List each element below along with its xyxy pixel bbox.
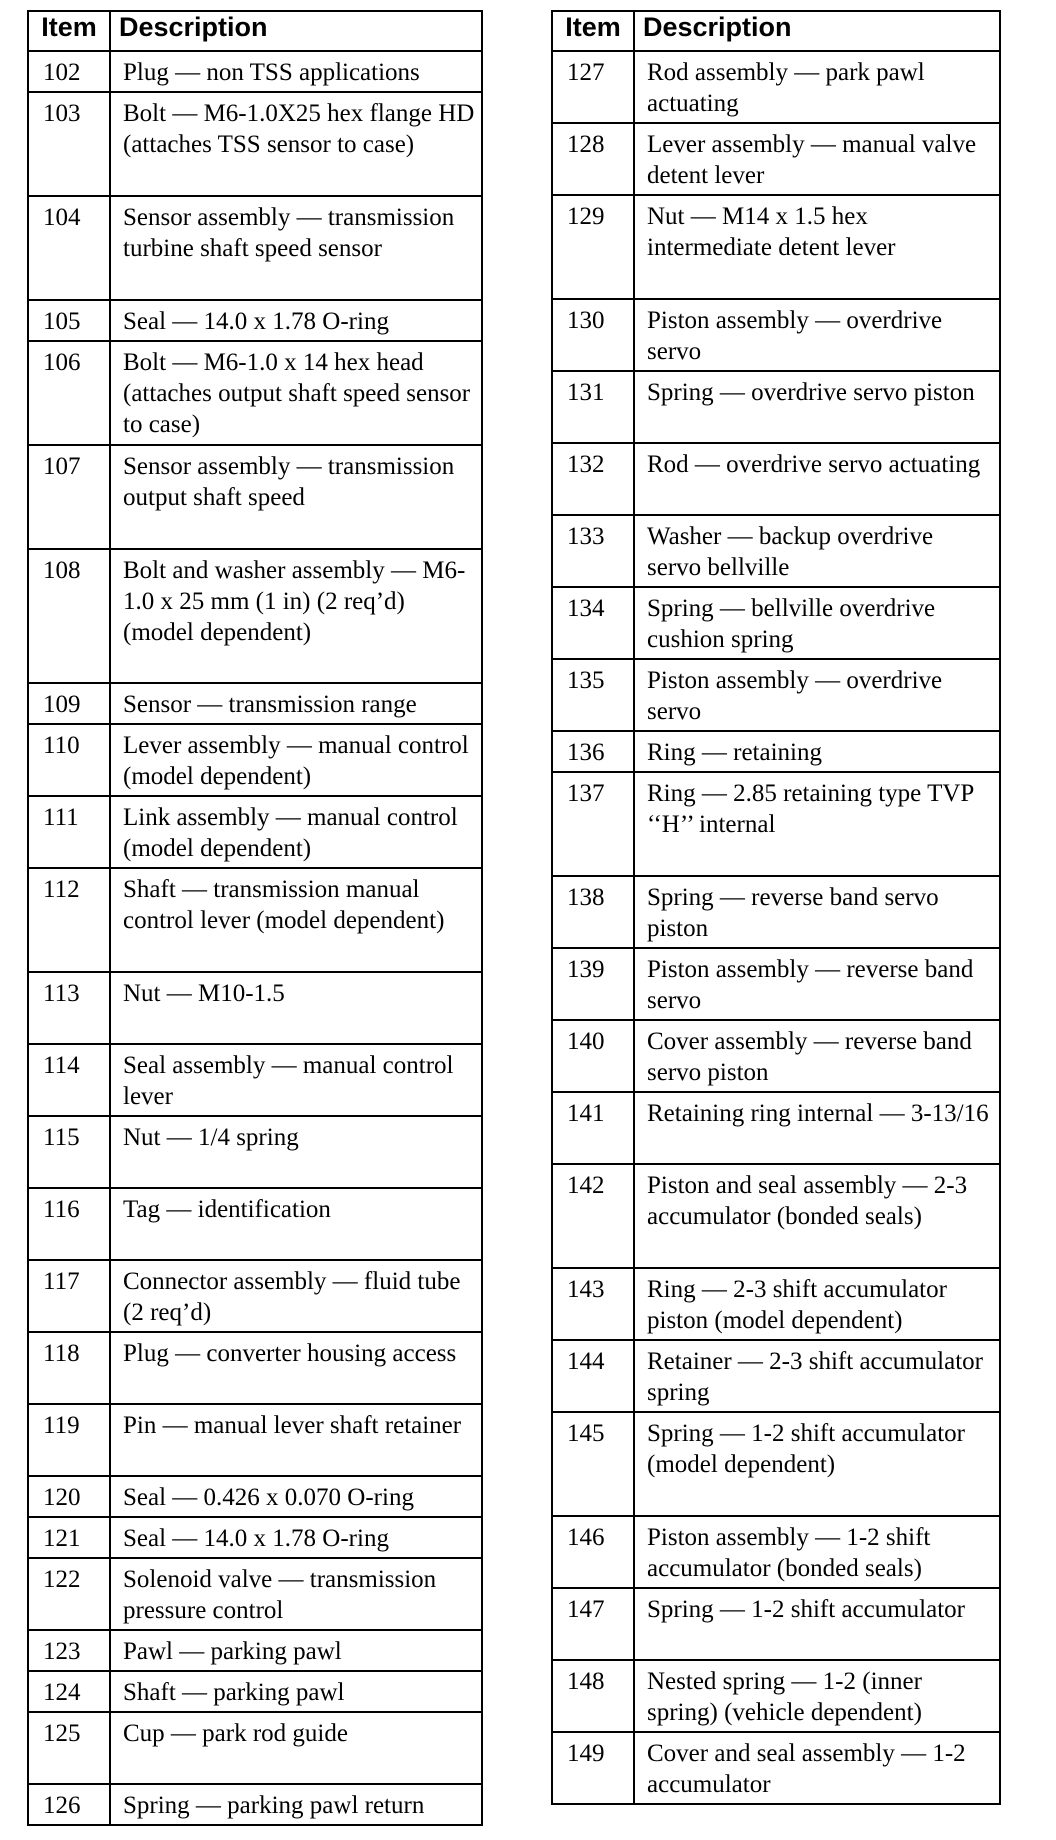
item-description: Cup — park rod guide bbox=[110, 1712, 482, 1784]
item-number: 116 bbox=[28, 1188, 110, 1260]
item-number: 110 bbox=[28, 724, 110, 796]
table-row bbox=[28, 300, 482, 341]
item-description: Spring — reverse band servo piston bbox=[634, 876, 1000, 948]
item-number: 105 bbox=[28, 300, 110, 341]
table-row bbox=[552, 51, 1000, 123]
table-row bbox=[552, 1412, 1000, 1516]
item-description: Shaft — parking pawl bbox=[110, 1671, 482, 1712]
table-row bbox=[28, 1671, 482, 1712]
table-row bbox=[552, 731, 1000, 772]
item-number: 141 bbox=[552, 1092, 634, 1164]
table-row bbox=[28, 92, 482, 196]
table-row bbox=[552, 1588, 1000, 1660]
table-row bbox=[28, 1630, 482, 1671]
item-number: 104 bbox=[28, 196, 110, 300]
parts-table-left-body bbox=[28, 51, 482, 1825]
table-row bbox=[28, 1784, 482, 1825]
item-description: Tag — identification bbox=[110, 1188, 482, 1260]
item-number: 128 bbox=[552, 123, 634, 195]
item-description: Bolt and washer assembly — M6-1.0 x 25 mm (1 in) (2 req’d) (model dependent) bbox=[110, 549, 482, 683]
table-row bbox=[28, 796, 482, 868]
table-row bbox=[28, 1517, 482, 1558]
item-number: 103 bbox=[28, 92, 110, 196]
item-number: 138 bbox=[552, 876, 634, 948]
item-description: Spring — 1-2 shift accumulator bbox=[634, 1588, 1000, 1660]
table-row bbox=[552, 1516, 1000, 1588]
item-number: 111 bbox=[28, 796, 110, 868]
item-description: Washer — backup overdrive servo bellville bbox=[634, 515, 1000, 587]
table-row bbox=[552, 123, 1000, 195]
item-number: 136 bbox=[552, 731, 634, 772]
item-description: Pawl — parking pawl bbox=[110, 1630, 482, 1671]
item-description: Pin — manual lever shaft retainer bbox=[110, 1404, 482, 1476]
item-description: Ring — 2.85 retaining type TVP ‘‘H’’ internal bbox=[634, 772, 1000, 876]
item-description: Cover assembly — reverse band servo piston bbox=[634, 1020, 1000, 1092]
item-description: Spring — bellville overdrive cushion spring bbox=[634, 587, 1000, 659]
table-row bbox=[552, 1340, 1000, 1412]
table-row bbox=[552, 371, 1000, 443]
table-row bbox=[28, 1116, 482, 1188]
table-row bbox=[28, 196, 482, 300]
table-row bbox=[28, 1476, 482, 1517]
description-column-header: Description bbox=[110, 11, 482, 51]
item-description: Piston assembly — overdrive servo bbox=[634, 659, 1000, 731]
table-row bbox=[552, 1164, 1000, 1268]
item-number: 148 bbox=[552, 1660, 634, 1732]
item-number: 127 bbox=[552, 51, 634, 123]
table-row bbox=[552, 1268, 1000, 1340]
header-row bbox=[552, 11, 1000, 51]
item-number: 142 bbox=[552, 1164, 634, 1268]
item-description: Shaft — transmission manual control lever (model dependent) bbox=[110, 868, 482, 972]
item-description: Seal assembly — manual control lever bbox=[110, 1044, 482, 1116]
item-description: Bolt — M6-1.0 x 14 hex head (attaches output shaft speed sensor to case) bbox=[110, 341, 482, 445]
table-row bbox=[28, 341, 482, 445]
item-number: 124 bbox=[28, 1671, 110, 1712]
table-row bbox=[28, 972, 482, 1044]
item-description: Sensor — transmission range bbox=[110, 683, 482, 724]
item-description: Seal — 14.0 x 1.78 O-ring bbox=[110, 300, 482, 341]
item-number: 123 bbox=[28, 1630, 110, 1671]
item-number: 125 bbox=[28, 1712, 110, 1784]
description-column-header: Description bbox=[634, 11, 1000, 51]
item-number: 106 bbox=[28, 341, 110, 445]
table-row bbox=[28, 683, 482, 724]
item-number: 144 bbox=[552, 1340, 634, 1412]
header-row bbox=[28, 11, 482, 51]
table-row bbox=[28, 51, 482, 92]
table-row bbox=[28, 1558, 482, 1630]
item-number: 129 bbox=[552, 195, 634, 299]
item-description: Nested spring — 1-2 (inner spring) (vehicle dependent) bbox=[634, 1660, 1000, 1732]
item-number: 113 bbox=[28, 972, 110, 1044]
item-number: 117 bbox=[28, 1260, 110, 1332]
table-row bbox=[552, 1092, 1000, 1164]
item-description: Retainer — 2-3 shift accumulator spring bbox=[634, 1340, 1000, 1412]
item-number: 121 bbox=[28, 1517, 110, 1558]
table-row bbox=[28, 1712, 482, 1784]
table-row bbox=[552, 1020, 1000, 1092]
item-number: 132 bbox=[552, 443, 634, 515]
table-row bbox=[552, 948, 1000, 1020]
parts-table-right-body bbox=[552, 51, 1000, 1804]
item-description: Lever assembly — manual control (model dependent) bbox=[110, 724, 482, 796]
item-description: Piston assembly — 1-2 shift accumulator (bonded seals) bbox=[634, 1516, 1000, 1588]
item-description: Spring — overdrive servo piston bbox=[634, 371, 1000, 443]
item-description: Retaining ring internal — 3-13/16 bbox=[634, 1092, 1000, 1164]
item-description: Ring — 2-3 shift accumulator piston (model dependent) bbox=[634, 1268, 1000, 1340]
item-number: 131 bbox=[552, 371, 634, 443]
table-row bbox=[552, 659, 1000, 731]
table-row bbox=[28, 1404, 482, 1476]
item-number: 122 bbox=[28, 1558, 110, 1630]
item-number: 109 bbox=[28, 683, 110, 724]
parts-table-left bbox=[27, 10, 483, 1826]
item-description: Piston assembly — reverse band servo bbox=[634, 948, 1000, 1020]
item-description: Spring — 1-2 shift accumulator (model dependent) bbox=[634, 1412, 1000, 1516]
item-number: 115 bbox=[28, 1116, 110, 1188]
table-row bbox=[552, 515, 1000, 587]
item-number: 102 bbox=[28, 51, 110, 92]
item-number: 145 bbox=[552, 1412, 634, 1516]
item-description: Link assembly — manual control (model dependent) bbox=[110, 796, 482, 868]
item-number: 133 bbox=[552, 515, 634, 587]
item-number: 137 bbox=[552, 772, 634, 876]
item-description: Ring — retaining bbox=[634, 731, 1000, 772]
item-description: Nut — M10-1.5 bbox=[110, 972, 482, 1044]
item-description: Seal — 0.426 x 0.070 O-ring bbox=[110, 1476, 482, 1517]
table-row bbox=[552, 299, 1000, 371]
item-number: 140 bbox=[552, 1020, 634, 1092]
table-row bbox=[28, 445, 482, 549]
table-row bbox=[28, 1332, 482, 1404]
table-row bbox=[552, 195, 1000, 299]
item-description: Spring — parking pawl return bbox=[110, 1784, 482, 1825]
item-description: Lever assembly — manual valve detent lever bbox=[634, 123, 1000, 195]
table-row bbox=[552, 1732, 1000, 1804]
item-number: 149 bbox=[552, 1732, 634, 1804]
item-description: Sensor assembly — transmission output shaft speed bbox=[110, 445, 482, 549]
item-number: 107 bbox=[28, 445, 110, 549]
item-number: 143 bbox=[552, 1268, 634, 1340]
item-description: Seal — 14.0 x 1.78 O-ring bbox=[110, 1517, 482, 1558]
item-description: Piston and seal assembly — 2-3 accumulator (bonded seals) bbox=[634, 1164, 1000, 1268]
table-row bbox=[552, 1660, 1000, 1732]
item-number: 114 bbox=[28, 1044, 110, 1116]
item-column-header: Item bbox=[28, 11, 110, 51]
item-number: 108 bbox=[28, 549, 110, 683]
item-number: 120 bbox=[28, 1476, 110, 1517]
item-description: Plug — converter housing access bbox=[110, 1332, 482, 1404]
item-number: 130 bbox=[552, 299, 634, 371]
table-row bbox=[28, 1260, 482, 1332]
parts-table-right bbox=[551, 10, 1001, 1805]
item-description: Sensor assembly — transmission turbine shaft speed sensor bbox=[110, 196, 482, 300]
table-row bbox=[552, 876, 1000, 948]
item-column-header: Item bbox=[552, 11, 634, 51]
item-description: Rod assembly — park pawl actuating bbox=[634, 51, 1000, 123]
item-number: 139 bbox=[552, 948, 634, 1020]
item-description: Connector assembly — fluid tube (2 req’d) bbox=[110, 1260, 482, 1332]
item-description: Cover and seal assembly — 1-2 accumulator bbox=[634, 1732, 1000, 1804]
table-row bbox=[28, 1188, 482, 1260]
item-number: 126 bbox=[28, 1784, 110, 1825]
table-row bbox=[28, 868, 482, 972]
table-row bbox=[28, 724, 482, 796]
item-description: Nut — 1/4 spring bbox=[110, 1116, 482, 1188]
table-row bbox=[28, 549, 482, 683]
table-row bbox=[552, 587, 1000, 659]
item-number: 146 bbox=[552, 1516, 634, 1588]
item-number: 147 bbox=[552, 1588, 634, 1660]
item-description: Nut — M14 x 1.5 hex intermediate detent lever bbox=[634, 195, 1000, 299]
item-number: 119 bbox=[28, 1404, 110, 1476]
item-number: 134 bbox=[552, 587, 634, 659]
table-row bbox=[28, 1044, 482, 1116]
table-row bbox=[552, 772, 1000, 876]
item-number: 118 bbox=[28, 1332, 110, 1404]
item-number: 135 bbox=[552, 659, 634, 731]
item-description: Plug — non TSS applications bbox=[110, 51, 482, 92]
item-description: Rod — overdrive servo actuating bbox=[634, 443, 1000, 515]
item-description: Solenoid valve — transmission pressure control bbox=[110, 1558, 482, 1630]
table-row bbox=[552, 443, 1000, 515]
item-description: Bolt — M6-1.0X25 hex flange HD (attaches TSS sensor to case) bbox=[110, 92, 482, 196]
item-number: 112 bbox=[28, 868, 110, 972]
item-description: Piston assembly — overdrive servo bbox=[634, 299, 1000, 371]
